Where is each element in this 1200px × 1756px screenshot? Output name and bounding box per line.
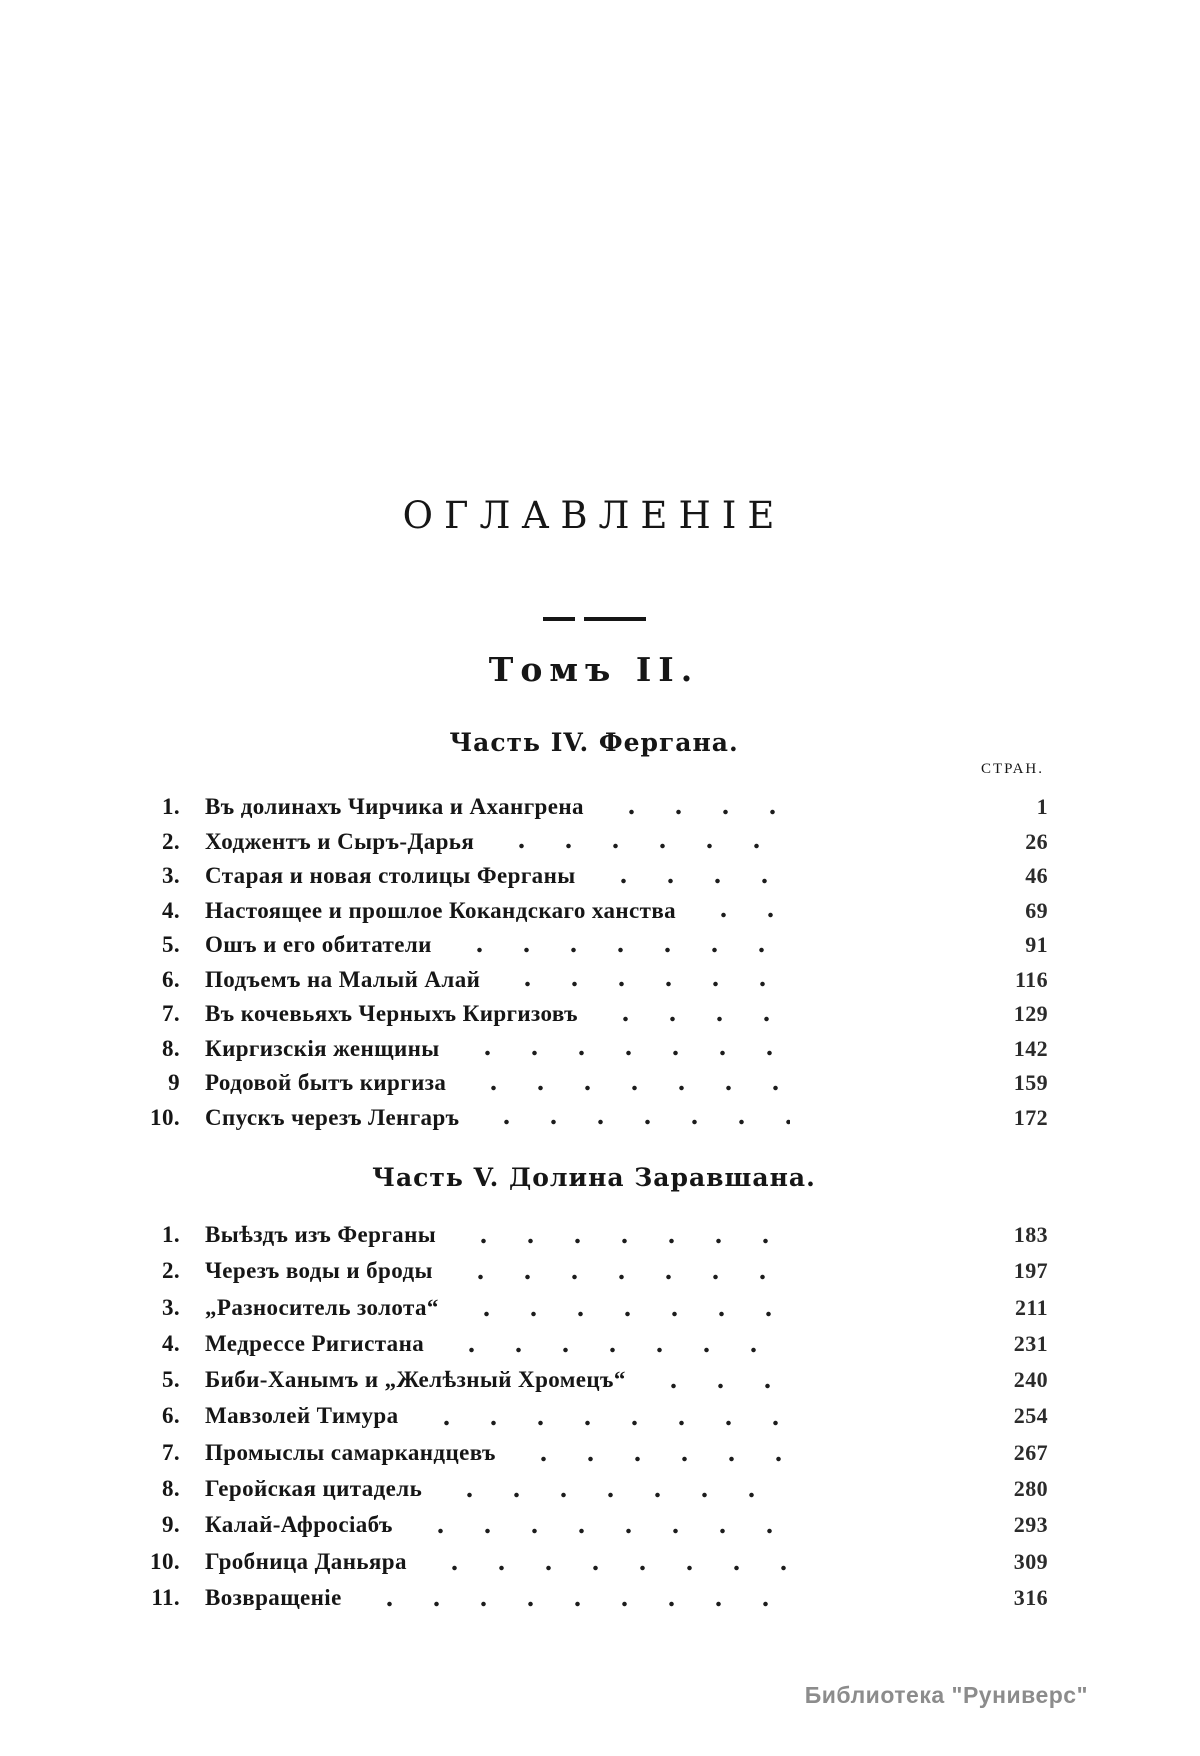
dot-leader xyxy=(409,1403,790,1439)
toc-row xyxy=(140,1440,1048,1476)
page-number: 280 xyxy=(1013,1476,1048,1502)
dot-leader xyxy=(586,863,790,898)
page-title: ОГЛАВЛЕНІЕ xyxy=(402,494,786,537)
chapter-title: Выѣздъ изъ Ферганы xyxy=(205,1222,437,1247)
page-number: 254 xyxy=(1013,1403,1048,1429)
chapter-title: Въ долинахъ Чирчика и Ахангрена xyxy=(205,794,584,819)
page-number: 211 xyxy=(1015,1294,1048,1320)
page-number: 316 xyxy=(1013,1584,1048,1610)
dot-leader xyxy=(443,1258,790,1294)
toc-row xyxy=(140,1258,1048,1294)
chapter-number: 2. xyxy=(161,1258,180,1284)
toc-row xyxy=(140,1295,1048,1331)
chapter-title: Ошъ и его обитатели xyxy=(205,932,432,957)
chapter-number: 6. xyxy=(161,966,180,992)
title-divider xyxy=(140,617,1048,621)
page-number: 26 xyxy=(1025,828,1048,854)
dot-leader xyxy=(588,1001,790,1036)
chapter-number: 5. xyxy=(161,1367,180,1393)
page-number: 1 xyxy=(1036,794,1048,819)
chapter-number: 10. xyxy=(150,1548,180,1574)
dot-leader xyxy=(442,932,790,967)
chapter-title: Мавзолей Тимура xyxy=(205,1403,399,1429)
page-number: 172 xyxy=(1013,1104,1048,1130)
page-column-header: СТРАН. xyxy=(980,761,1044,777)
chapter-title: Настоящее и прошлое Кокандскаго ханства xyxy=(205,897,677,923)
page-number: 91 xyxy=(1025,932,1048,957)
chapter-title: Подъемъ на Малый Алай xyxy=(205,966,481,992)
divider-dash-short xyxy=(543,617,575,621)
dot-leader xyxy=(449,1295,790,1331)
toc-row xyxy=(140,1512,1048,1548)
dot-leader xyxy=(686,898,790,933)
toc-list-part-5 xyxy=(140,1222,1048,1621)
section-heading-part-4: Часть IV. Фергана. xyxy=(449,728,739,757)
dot-leader xyxy=(594,794,790,829)
toc-row xyxy=(140,1585,1048,1621)
page-number: 142 xyxy=(1013,1035,1048,1061)
page-number: 293 xyxy=(1013,1512,1048,1538)
chapter-number: 6. xyxy=(161,1403,180,1429)
dot-leader xyxy=(450,1036,790,1071)
chapter-number: 4. xyxy=(161,1330,180,1356)
chapter-title: Биби-Ханымъ и „Желѣзный Хромецъ“ xyxy=(205,1367,626,1393)
chapter-title: Возвращеніе xyxy=(205,1584,342,1610)
toc-row xyxy=(140,1549,1048,1585)
dot-leader xyxy=(434,1331,790,1367)
dot-leader xyxy=(456,1070,790,1105)
divider-dash-long xyxy=(584,617,646,621)
volume-title: Томъ II. xyxy=(488,650,700,689)
chapter-title: Родовой бытъ киргиза xyxy=(205,1070,447,1095)
toc-row xyxy=(140,967,1048,1002)
page-number: 240 xyxy=(1013,1367,1048,1393)
dot-leader xyxy=(506,1440,790,1476)
chapter-title: Ходжентъ и Сыръ-Дарья xyxy=(205,828,475,854)
toc-row xyxy=(140,1222,1048,1258)
dot-leader xyxy=(484,829,790,864)
page-number: 183 xyxy=(1013,1222,1048,1247)
library-watermark: Библиотека "Руниверс" xyxy=(804,1682,1088,1708)
chapter-number: 5. xyxy=(161,932,180,957)
chapter-title: Спускъ черезъ Ленгаръ xyxy=(205,1104,460,1130)
chapter-number: 7. xyxy=(161,1001,180,1026)
chapter-number: 3. xyxy=(161,1294,180,1320)
toc-row xyxy=(140,1403,1048,1439)
toc-row xyxy=(140,1036,1048,1071)
chapter-title: Черезъ воды и броды xyxy=(205,1258,433,1284)
dot-leader xyxy=(490,967,790,1002)
toc-row xyxy=(140,1001,1048,1036)
toc-row xyxy=(140,1331,1048,1367)
chapter-number: 11. xyxy=(151,1584,180,1610)
chapter-title: Калай-Афросіабъ xyxy=(205,1512,393,1538)
dot-leader xyxy=(352,1585,790,1621)
page-number: 309 xyxy=(1013,1548,1048,1574)
chapter-title: Промыслы самаркандцевъ xyxy=(205,1439,496,1465)
page-number: 46 xyxy=(1025,863,1048,888)
chapter-title: Въ кочевьяхъ Черныхъ Киргизовъ xyxy=(205,1001,578,1026)
chapter-number: 3. xyxy=(161,863,180,888)
dot-leader xyxy=(469,1105,790,1140)
chapter-number: 9 xyxy=(168,1070,180,1095)
chapter-number: 8. xyxy=(161,1476,180,1502)
dot-leader xyxy=(636,1367,790,1403)
chapter-number: 2. xyxy=(161,828,180,854)
toc-row xyxy=(140,863,1048,898)
page-number: 159 xyxy=(1013,1070,1048,1095)
chapter-number: 1. xyxy=(161,794,180,819)
section-heading-part-5: Часть V. Долина Заравшана. xyxy=(372,1163,816,1192)
toc-row xyxy=(140,1105,1048,1140)
page-number: 231 xyxy=(1013,1330,1048,1356)
dot-leader xyxy=(432,1476,790,1512)
chapter-title: Киргизскія женщины xyxy=(205,1035,440,1061)
toc-row xyxy=(140,794,1048,829)
toc-row xyxy=(140,1070,1048,1105)
page-number: 116 xyxy=(1015,966,1048,992)
page-number: 69 xyxy=(1025,897,1048,923)
page-number: 267 xyxy=(1013,1439,1048,1465)
chapter-number: 4. xyxy=(161,897,180,923)
chapter-title: Медрессе Ригистана xyxy=(205,1330,425,1356)
chapter-title: Геройская цитадель xyxy=(205,1476,423,1502)
toc-row xyxy=(140,829,1048,864)
chapter-title: „Разноситель золота“ xyxy=(205,1294,439,1320)
chapter-title: Старая и новая столицы Ферганы xyxy=(205,863,576,888)
chapter-number: 7. xyxy=(161,1439,180,1465)
page-number: 129 xyxy=(1013,1001,1048,1026)
chapter-title: Гробница Даньяра xyxy=(205,1548,407,1574)
dot-leader xyxy=(446,1222,790,1258)
dot-leader xyxy=(403,1512,790,1548)
toc-row xyxy=(140,898,1048,933)
dot-leader xyxy=(417,1549,790,1585)
toc-row xyxy=(140,932,1048,967)
toc-list-part-4 xyxy=(140,794,1048,1139)
chapter-number: 10. xyxy=(150,1104,180,1130)
chapter-number: 9. xyxy=(161,1512,180,1538)
chapter-number: 8. xyxy=(161,1035,180,1061)
toc-row xyxy=(140,1476,1048,1512)
chapter-number: 1. xyxy=(161,1222,180,1247)
page-number: 197 xyxy=(1013,1258,1048,1284)
toc-row xyxy=(140,1367,1048,1403)
